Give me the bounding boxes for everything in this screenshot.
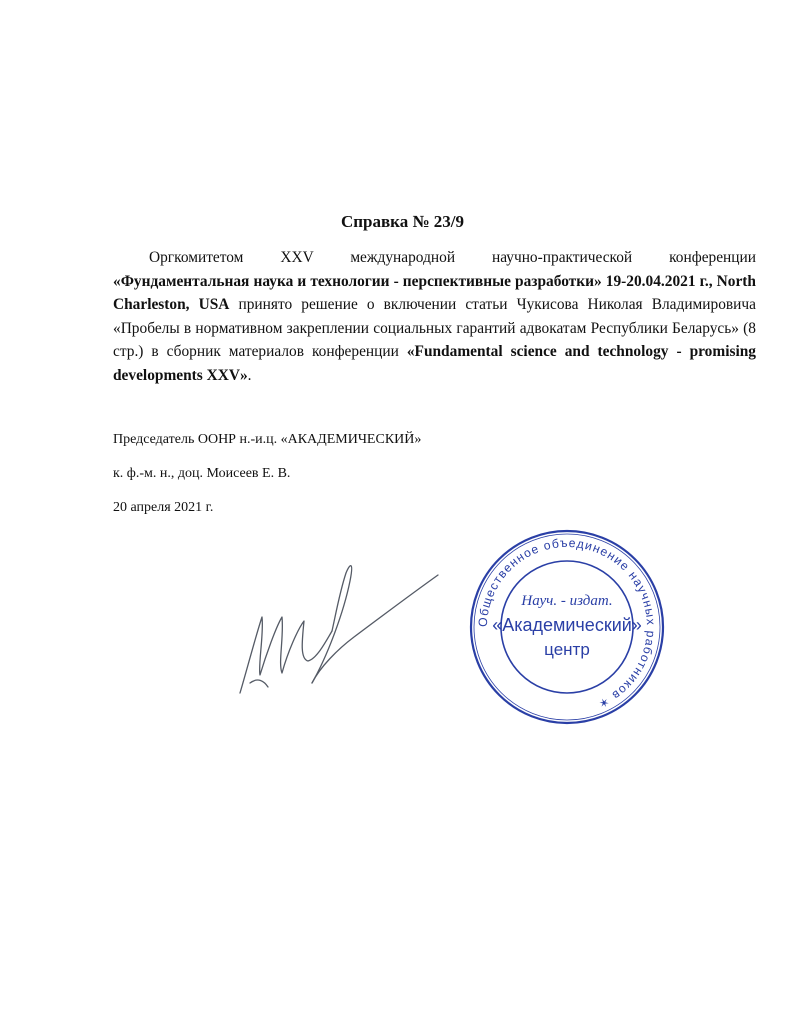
handwritten-signature [228, 555, 448, 705]
paragraph-part-1: Оргкомитетом XXV международной научно-практической конференции [149, 249, 756, 266]
seal-line-1: Науч. - издат. [521, 593, 613, 609]
seal-line-2: «Академический» [492, 615, 642, 635]
conference-name-en: «Fundamental science and technology - promising developments XXV» [113, 343, 756, 384]
seal-line-3: центр [544, 640, 590, 659]
conference-name-ru: «Фундаментальная наука и технологии - перспективные разработки» 19-20.04.2021 г., North Charleston, USA [113, 272, 756, 314]
paragraph-part-2: принято решение о включении статьи Чукисова Николая Владимировича «Пробелы в нормативном закреплении социальных гарантий адвокатам Республики Беларусь» (8 стр.) в сборник материалов конференции [113, 296, 756, 361]
organization-seal [467, 527, 667, 727]
chairman-line: Председатель ООНР н.-и.ц. «АКАДЕМИЧЕСКИЙ» [113, 432, 422, 447]
document-date: 20 апреля 2021 г. [113, 500, 214, 515]
document-body-paragraph [113, 246, 756, 388]
degree-name-line: к. ф.-м. н., доц. Моисеев Е. В. [113, 466, 291, 481]
seal-ring-text: Общественное объединение научных работников ✶ [475, 535, 659, 712]
document-title: Справка № 23/9 [340, 212, 465, 231]
paragraph-part-3: . [247, 366, 252, 384]
